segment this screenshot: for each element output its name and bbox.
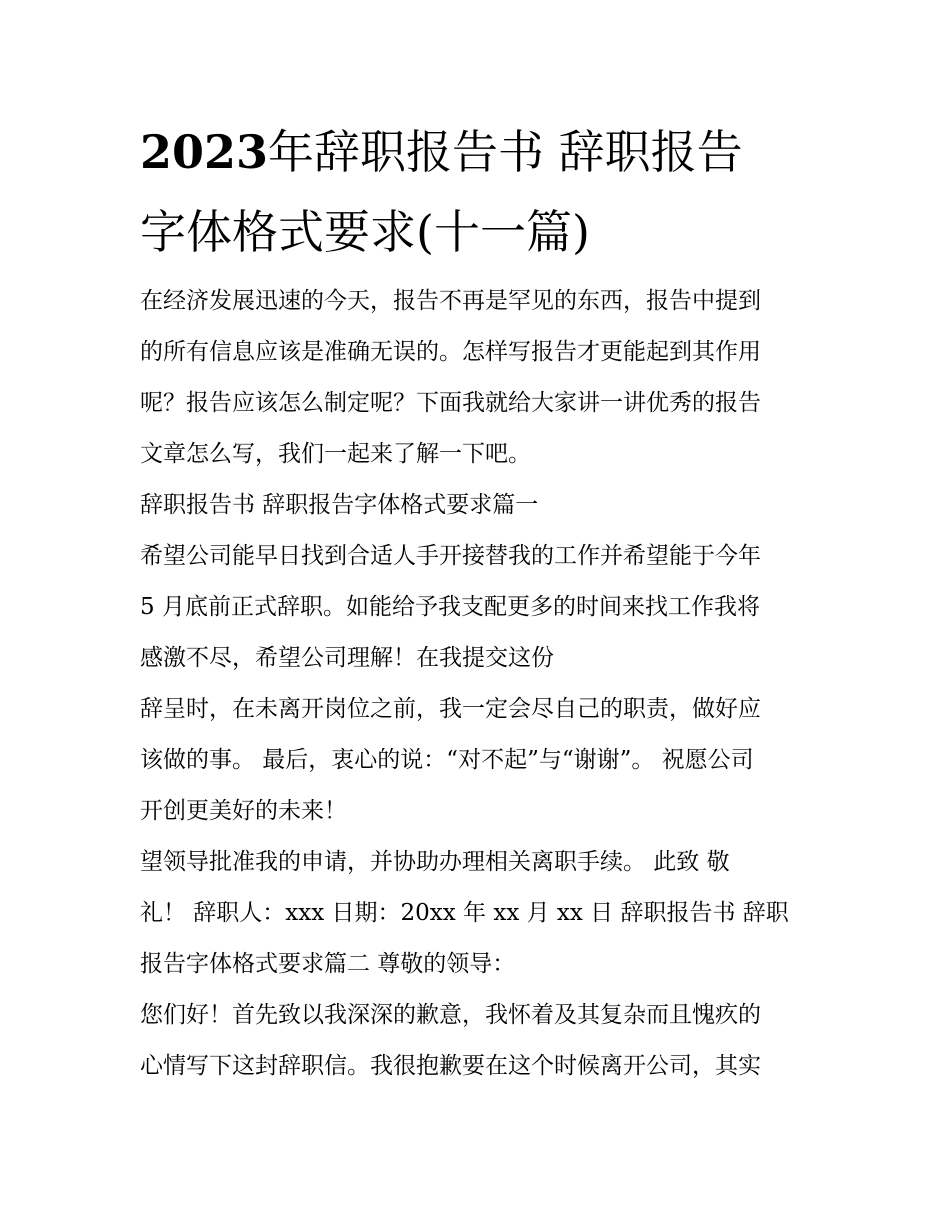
document-body [140, 276, 820, 1092]
body-line: 希望公司能早日找到合适人手开接替我的工作并希望能于今年 [140, 543, 761, 569]
title-year: 2023 [140, 125, 269, 179]
body-line: 呢？报告应该怎么制定呢？下面我就给大家讲一讲优秀的报告 [140, 390, 761, 416]
body-line: 您们好！首先致以我深深的歉意，我怀着及其复杂而且愧疚的 [140, 1002, 761, 1028]
body-line: 的所有信息应该是准确无误的。怎样写报告才更能起到其作用 [140, 339, 761, 365]
document-title [140, 112, 840, 272]
body-line: 开创更美好的未来！ [140, 798, 347, 824]
body-line: 感激不尽，希望公司理解！在我提交这份 [140, 645, 554, 671]
body-line: 辞呈时，在未离开岗位之前，我一定会尽自己的职责，做好应 [140, 696, 761, 722]
title-line-1 [140, 112, 840, 192]
body-line: 文章怎么写，我们一起来了解一下吧。 [140, 441, 531, 467]
body-line: 望领导批准我的申请，并协助办理相关离职手续。 此致 敬 [140, 849, 730, 875]
body-line: 报告字体格式要求篇二 尊敬的领导： [140, 951, 516, 977]
body-line: 5 月底前正式辞职。如能给予我支配更多的时间来找工作我将 [140, 594, 760, 620]
body-line: 在经济发展迅速的今天，报告不再是罕见的东西，报告中提到 [140, 288, 761, 314]
title-line-2 [140, 192, 840, 272]
body-line: 该做的事。 最后，衷心的说：“对不起”与“谢谢”。 祝愿公司 [140, 747, 754, 773]
title-text-1: 年辞职报告书 辞职报告 [268, 125, 743, 179]
body-line: 心情写下这封辞职信。我很抱歉要在这个时候离开公司，其实 [140, 1053, 761, 1079]
title-text-2: 字体格式要求(十一篇) [140, 205, 590, 259]
body-line: 礼！ 辞职人：xxx 日期：20xx 年 xx 月 xx 日 辞职报告书 辞职 [140, 900, 789, 926]
section-heading-1: 辞职报告书 辞职报告字体格式要求篇一 [140, 492, 539, 518]
